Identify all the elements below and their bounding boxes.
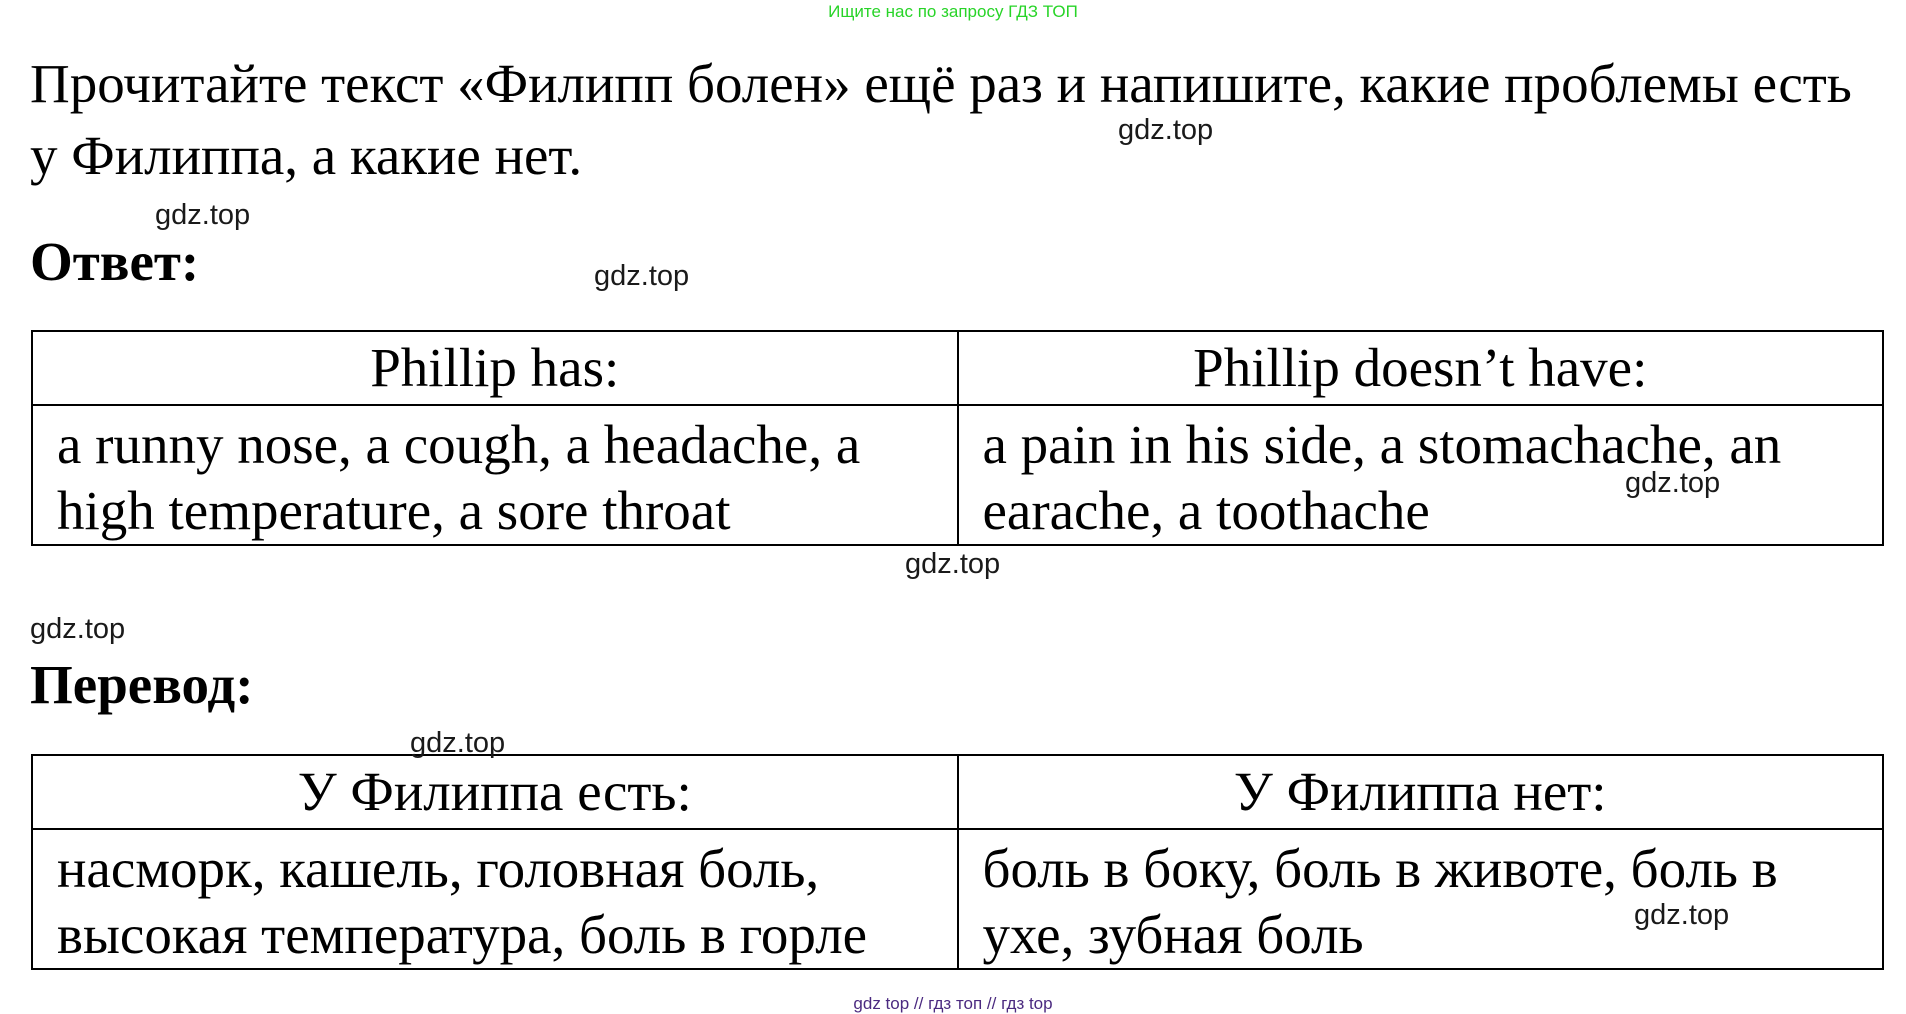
header-philipp-doesnt-have: У Филиппа нет: [958, 755, 1884, 829]
watermark: gdz.top [1118, 114, 1214, 146]
watermark: gdz.top [594, 260, 690, 292]
header-philipp-has: У Филиппа есть: [32, 755, 958, 829]
answer-table [31, 330, 1884, 546]
table-row [32, 829, 1883, 969]
table-header-row [32, 331, 1883, 405]
cell-phillip-doesnt-have: a pain in his side, a stomachache, an earache, a toothache [958, 405, 1884, 545]
footer-links: gdz top // гдз топ // гдз top [853, 994, 1053, 1013]
watermark: gdz.top [155, 199, 251, 231]
translation-heading: Перевод: [30, 654, 254, 715]
task-question: Прочитайте текст «Филипп болен» ещё раз и напишите, какие проблемы есть у Филиппа, а какие нет. [30, 53, 1852, 186]
answer-heading: Ответ: [30, 231, 200, 292]
watermark: gdz.top [905, 548, 1001, 580]
watermark: gdz.top [1634, 899, 1730, 931]
search-hint-banner: Ищите нас по запросу ГДЗ ТОП [828, 2, 1078, 21]
watermark: gdz.top [1625, 467, 1721, 499]
table-row [32, 405, 1883, 545]
cell-phillip-has: a runny nose, a cough, a headache, a high temperature, a sore throat [32, 405, 958, 545]
watermark: gdz.top [30, 613, 126, 645]
header-phillip-doesnt-have: Phillip doesn’t have: [958, 331, 1884, 405]
translation-table [31, 754, 1884, 970]
table-header-row [32, 755, 1883, 829]
watermark: gdz.top [410, 727, 506, 759]
cell-philipp-doesnt-have: боль в боку, боль в животе, боль в ухе, зубная боль [958, 829, 1884, 969]
header-phillip-has: Phillip has: [32, 331, 958, 405]
cell-philipp-has: насморк, кашель, головная боль, высокая температура, боль в горле [32, 829, 958, 969]
